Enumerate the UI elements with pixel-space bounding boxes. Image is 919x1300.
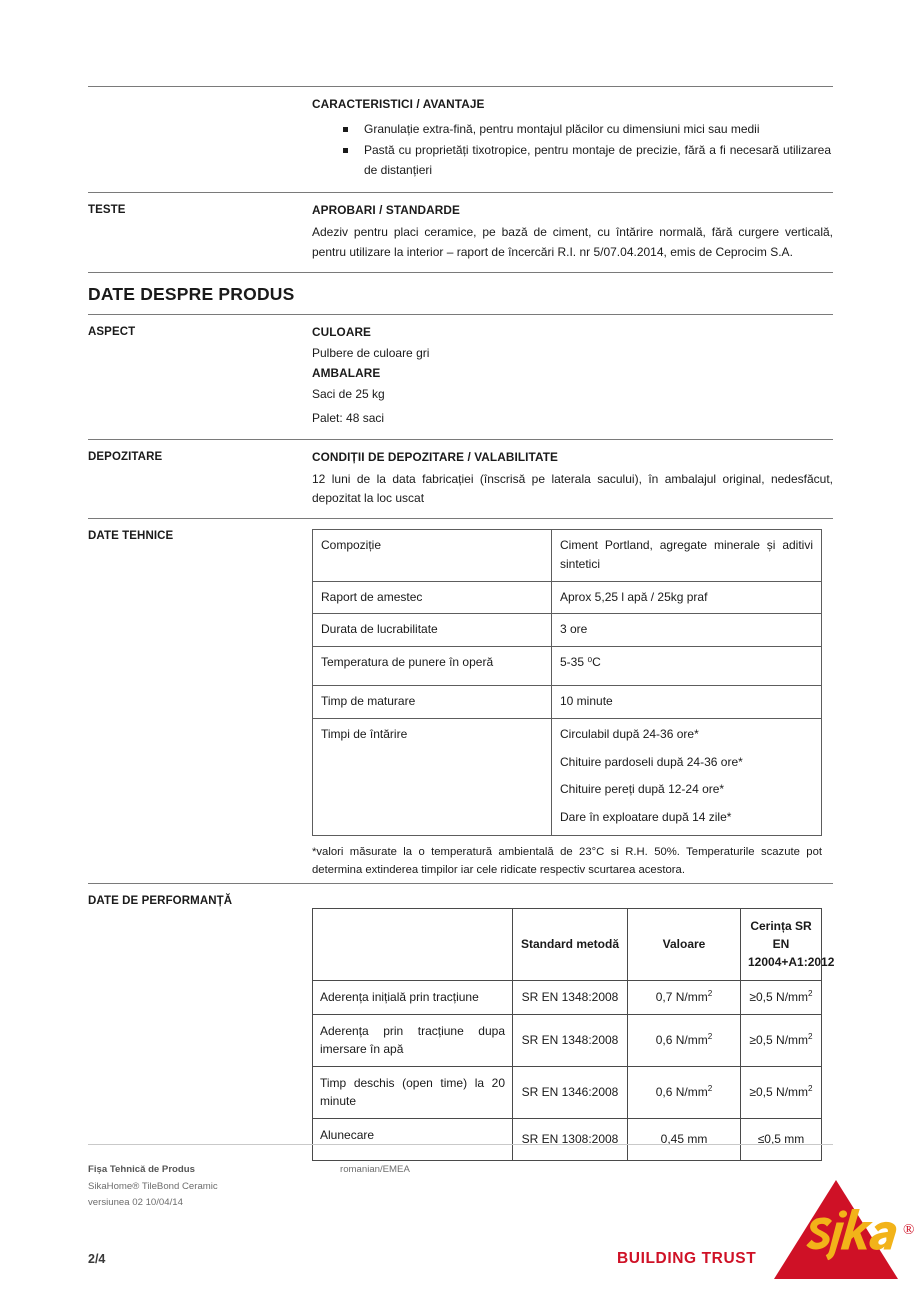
hardening-value: Chituire pereți după 12-24 ore* [560, 782, 725, 797]
table-row [313, 646, 822, 686]
technical-row-name: Timp de maturare [313, 686, 552, 719]
section-storage [88, 440, 833, 519]
perf-value-text: 0,6 N/mm [655, 1033, 708, 1048]
perf-value-exponent: 2 [707, 1084, 713, 1094]
aspect-label: ASPECT [88, 326, 136, 339]
aspect-packaging-heading: AMBALARE [312, 365, 381, 380]
section-technical-data [88, 519, 833, 883]
list-item [364, 120, 833, 139]
footer-left-block [88, 1162, 338, 1212]
technical-footnote: *valori măsurate la o temperatură ambientală de 23°C si R.H. 50%. Temperaturile scazute pot determina extinderea timpilor iar cele ridicate respectiv scurtarea acestora. [312, 846, 822, 877]
storage-body [312, 440, 833, 519]
features-heading: CARACTERISTICI / AVANTAJE [312, 97, 485, 111]
perf-req-text: ≥0,5 N/mm [749, 1033, 809, 1048]
aspect-color-heading: CULOARE [312, 325, 372, 340]
list-item [364, 141, 833, 180]
perf-row-name: Alunecare [313, 1119, 513, 1161]
perf-value-text: 0,7 N/mm [655, 990, 708, 1005]
technical-data-table [312, 529, 822, 836]
perf-req-text: ≤0,5 mm [757, 1132, 805, 1147]
section-banner-product-data: DATE DESPRE PRODUS [88, 284, 295, 305]
perf-req-exponent: 2 [808, 989, 813, 999]
perf-row-value [628, 1119, 741, 1161]
hardening-row-values [552, 718, 822, 835]
perf-row-requirement [741, 981, 822, 1015]
hardening-value: Dare în exploatare după 14 zile* [560, 809, 732, 824]
features-bullet-list [312, 120, 833, 180]
brand-tagline: BUILDING TRUST [617, 1250, 757, 1267]
perf-value-text: 0,6 N/mm [655, 1085, 708, 1100]
packaging-line-bag: Saci de 25 kg [312, 386, 385, 401]
perf-col-requirement: Cerința SR EN 12004+A1:2012 [741, 909, 822, 981]
sika-logo-svg [772, 1178, 919, 1300]
footer-version: versiunea 02 10/04/14 [88, 1197, 183, 1208]
tests-label: TESTE [88, 204, 126, 217]
perf-req-exponent: 2 [808, 1032, 813, 1042]
hardening-value: Circulabil după 24-36 ore* [560, 726, 699, 741]
technical-row-value: Ciment Portland, agregate minerale și aditivi sintetici [552, 530, 822, 581]
perf-row-requirement [741, 1067, 822, 1119]
section-aspect [88, 315, 833, 438]
aspect-body [312, 315, 833, 438]
table-row [313, 1067, 822, 1119]
table-row [313, 1015, 822, 1067]
perf-row-requirement [741, 1015, 822, 1067]
perf-col-value: Valoare [628, 909, 741, 981]
technical-row-value: 10 minute [552, 686, 822, 719]
perf-row-value [628, 981, 741, 1015]
perf-row-value [628, 1067, 741, 1119]
perf-row-standard: SR EN 1348:2008 [513, 1015, 628, 1067]
technical-row-name: Raport de amestec [313, 581, 552, 614]
perf-row-standard: SR EN 1308:2008 [513, 1119, 628, 1161]
perf-col-blank [313, 909, 513, 981]
table-row [313, 614, 822, 647]
registered-trademark-icon: ® [903, 1222, 915, 1238]
table-row [313, 981, 822, 1015]
storage-heading: CONDIȚII DE DEPOZITARE / VALABILITATE [312, 449, 558, 464]
table-row [313, 530, 822, 581]
technical-row-name: Compoziție [313, 530, 552, 581]
document-content [88, 86, 833, 1165]
footer-product-name: SikaHome® TileBond Ceramic [88, 1180, 218, 1192]
square-bullet-icon [343, 148, 348, 153]
table-row-hardening [313, 718, 822, 835]
table-row [313, 581, 822, 614]
perf-row-name: Aderența prin tracțiune dupa imersare în apă [313, 1015, 513, 1067]
technical-row-name: Temperatura de punere în operă [313, 646, 552, 686]
perf-value-exponent: 2 [707, 989, 713, 999]
technical-label: DATE TEHNICE [88, 530, 174, 543]
performance-data-table [312, 908, 835, 1161]
section-tests [88, 193, 833, 272]
packaging-line-pallet: Palet: 48 saci [312, 411, 385, 426]
table-row [313, 1119, 822, 1161]
performance-body [312, 884, 833, 1165]
footer-doc-title: Fișa Tehnică de Produs [88, 1164, 195, 1175]
technical-row-value: 5-35 ⁰C [552, 646, 822, 686]
features-label [88, 87, 312, 98]
table-row [313, 686, 822, 719]
perf-row-name: Timp deschis (open time) la 20 minute [313, 1067, 513, 1119]
technical-body [312, 519, 833, 883]
technical-row-value: Aprox 5,25 l apă / 25kg praf [552, 581, 822, 614]
hardening-value: Chituire pardoseli după 24-36 ore* [560, 754, 743, 769]
square-bullet-icon [343, 127, 348, 132]
perf-value-exponent: 2 [707, 1032, 713, 1042]
perf-req-exponent: 2 [808, 1084, 813, 1094]
section-features [88, 87, 833, 192]
bullet-text: Pastă cu proprietăți tixotropice, pentru montaje de precizie, fără a fi necesară utilizarea de distanțieri [364, 143, 831, 177]
technical-row-name: Durata de lucrabilitate [313, 614, 552, 647]
perf-value-text: 0,45 mm [660, 1132, 708, 1147]
bullet-text: Granulație extra-fină, pentru montajul plăcilor cu dimensiuni mici sau medii [364, 122, 760, 136]
aspect-color-text: Pulbere de culoare gri [312, 346, 430, 361]
performance-label: DATE DE PERFORMANȚĂ [88, 895, 233, 908]
page-number: 2/4 [88, 1252, 106, 1266]
storage-paragraph: 12 luni de la data fabricației (înscrisă pe laterala sacului), în ambalajul original, nedesfăcut, depozitat la loc uscat [312, 471, 833, 505]
perf-col-standard: Standard metodă [513, 909, 628, 981]
perf-req-text: ≥0,5 N/mm [749, 1085, 809, 1100]
table-header-row [313, 909, 822, 981]
perf-row-standard: SR EN 1348:2008 [513, 981, 628, 1015]
sika-logo [772, 1178, 919, 1300]
storage-label: DEPOZITARE [88, 450, 163, 463]
perf-row-requirement [741, 1119, 822, 1161]
technical-row-value: 3 ore [552, 614, 822, 647]
features-body [312, 87, 833, 192]
footer-region: romanian/EMEA [340, 1164, 410, 1175]
tests-body [312, 193, 833, 272]
perf-row-name: Aderența inițială prin tracțiune [313, 981, 513, 1015]
perf-req-text: ≥0,5 N/mm [749, 990, 809, 1005]
tests-paragraph: Adeziv pentru placi ceramice, pe bază de ciment, cu întărire normală, fără curgere verticală, pentru utilizare la interior – raport de încercări R.I. nr 5/07.04.2014, emis de Ceprocim S.A. [312, 225, 833, 259]
section-performance-data [88, 884, 833, 1165]
footer-divider [88, 1144, 833, 1145]
perf-row-value [628, 1015, 741, 1067]
tests-heading: APROBARI / STANDARDE [312, 203, 460, 218]
perf-row-standard: SR EN 1346:2008 [513, 1067, 628, 1119]
hardening-row-name: Timpi de întărire [313, 718, 552, 835]
